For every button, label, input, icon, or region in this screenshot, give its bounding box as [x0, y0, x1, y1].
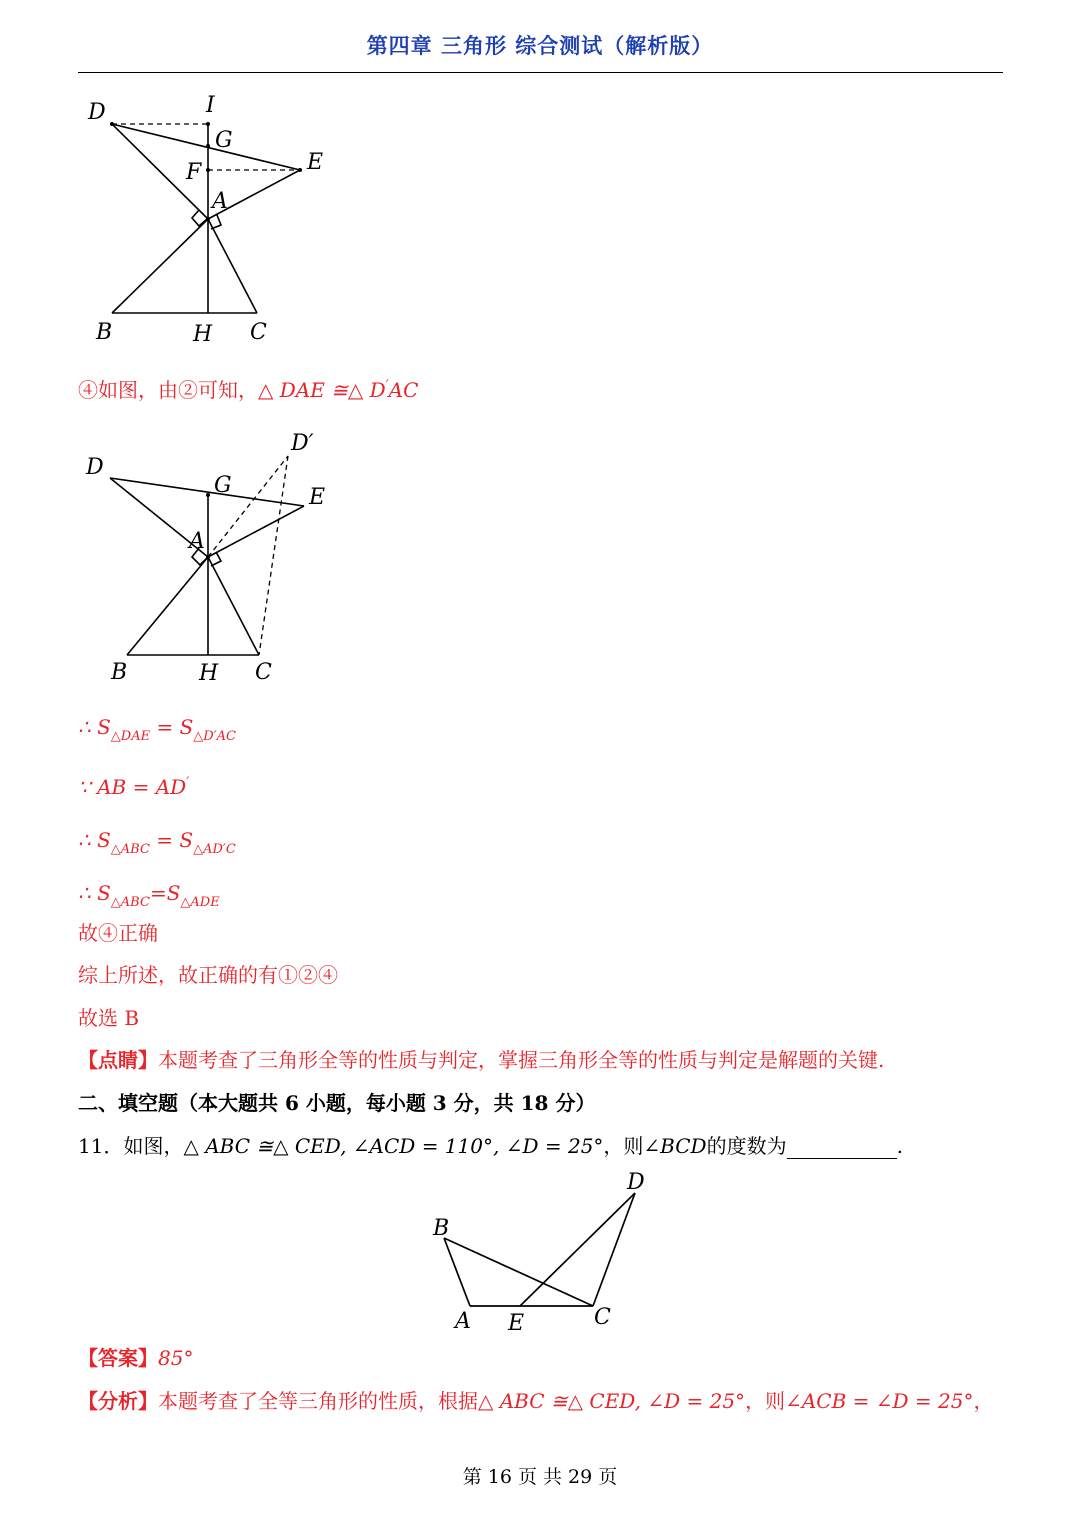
step4-intro — [78, 377, 418, 407]
label-B: B — [96, 320, 113, 345]
step4-intro-prime: ′ — [385, 378, 389, 393]
label-A: A — [189, 529, 205, 554]
line4-lead: ∴ S — [78, 881, 111, 905]
analysis-tag: 【分析】 — [78, 1389, 158, 1413]
line4-sub1: △ABC — [110, 895, 150, 910]
line3-mid: = S — [149, 828, 194, 852]
label-D: D — [86, 455, 104, 480]
line4-sub2: △ADE — [180, 895, 220, 910]
label-I: I — [206, 93, 215, 118]
line1-lead: ∴ S — [78, 715, 111, 739]
derivation-line-2 — [78, 774, 189, 804]
summary: 综上所述，故正确的有①②④ — [78, 963, 338, 987]
q11-prefix: 如图， — [123, 1134, 184, 1158]
line4-mid: =S — [149, 881, 181, 905]
label-B: B — [433, 1216, 450, 1241]
label-H: H — [193, 322, 213, 347]
line2-math: AB = AD — [97, 775, 187, 799]
q11-number: 11． — [78, 1134, 124, 1158]
line2-lead: ∵ — [78, 775, 98, 799]
comment-tag: 【点睛】 — [78, 1048, 158, 1072]
choice: 故选 B — [78, 1006, 140, 1030]
analysis-math: △ ABC ≅△ CED, ∠D = 25° — [478, 1389, 746, 1413]
step4-intro-math: △ DAE ≅△ D — [258, 378, 386, 402]
analysis-end: ， — [973, 1389, 994, 1413]
analysis-text2: ，则 — [745, 1389, 786, 1413]
line3-sub2: △AD′C — [193, 842, 236, 857]
header-divider — [78, 72, 1003, 73]
answer-blank[interactable] — [787, 1138, 897, 1159]
label-E: E — [307, 150, 324, 175]
page-footer: 第 16 页 共 29 页 — [462, 1466, 618, 1488]
label-A: A — [455, 1309, 471, 1334]
line3-sub1: △ABC — [110, 842, 150, 857]
line3-lead: ∴ S — [78, 828, 111, 852]
step4-intro-suffix: AC — [388, 378, 419, 402]
label-F: F — [186, 160, 202, 185]
geometry-figure-2 — [80, 425, 350, 695]
label-E: E — [508, 1311, 525, 1335]
geometry-figure-1 — [80, 85, 350, 355]
label-G: G — [214, 473, 232, 498]
question-11 — [78, 1133, 903, 1159]
label-C: C — [250, 320, 267, 345]
answer-tag: 【答案】 — [78, 1346, 158, 1370]
label-C: C — [255, 660, 272, 685]
answer-value: 85° — [158, 1346, 194, 1370]
page-header-title: 第四章 三角形 综合测试（解析版） — [366, 33, 714, 58]
label-E: E — [309, 485, 326, 510]
line2-prime: ′ — [186, 775, 190, 790]
q11-end: . — [896, 1134, 903, 1158]
line1-mid: = S — [150, 715, 194, 739]
label-D: D — [627, 1170, 645, 1195]
conclusion-4: 故④正确 — [78, 921, 158, 945]
step4-intro-text: ④如图，由②可知， — [78, 378, 258, 402]
analysis-line — [78, 1388, 993, 1414]
q11-suffix-b: 的度数为 — [706, 1134, 787, 1158]
line1-sub1: △DAE — [110, 729, 151, 744]
derivation-line-3 — [78, 827, 236, 857]
label-D: D — [88, 100, 106, 125]
section-2-title: 二、填空题（本大题共 6 小题，每小题 3 分，共 18 分） — [78, 1091, 596, 1115]
derivation-line-4 — [78, 880, 220, 910]
label-H: H — [199, 661, 219, 686]
q11-math2: ∠BCD — [643, 1134, 707, 1158]
label-G: G — [215, 128, 233, 153]
label-A: A — [212, 189, 228, 214]
comment-text: 本题考查了三角形全等的性质与判定，掌握三角形全等的性质与判定是解题的关键. — [158, 1048, 885, 1072]
q11-math: △ ABC ≅△ CED, ∠ACD = 110°, ∠D = 25° — [183, 1134, 604, 1158]
derivation-line-1 — [78, 714, 236, 744]
label-D-prime: D′ — [291, 431, 314, 456]
label-C: C — [594, 1305, 611, 1330]
comment-line — [78, 1047, 884, 1073]
line1-sub2: △D′AC — [193, 729, 237, 744]
analysis-math2: ∠ACB = ∠D = 25° — [785, 1389, 974, 1413]
label-B: B — [111, 660, 128, 685]
q11-suffix-a: ，则 — [603, 1134, 644, 1158]
answer-line — [78, 1345, 193, 1371]
analysis-text: 本题考查了全等三角形的性质，根据 — [158, 1389, 478, 1413]
geometry-figure-3 — [420, 1165, 660, 1335]
